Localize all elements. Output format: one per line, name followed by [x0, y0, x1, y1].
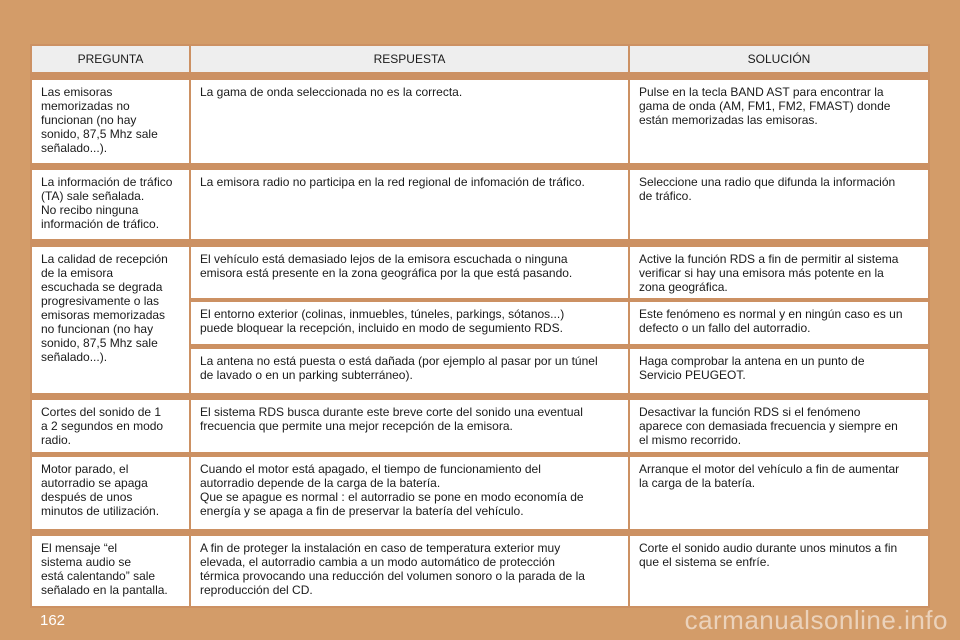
row1-question: Las emisoras memorizadas no funcionan (no hay sonido, 87,5 Mhz sale señalado...).	[32, 80, 189, 163]
watermark: carmanualsonline.info	[684, 605, 948, 635]
row3b-answer: El entorno exterior (colinas, inmuebles, túneles, parkings, sótanos...) puede bloquear la recepción, incluido en modo de segumiento RDS.	[191, 302, 628, 344]
row2-question: La información de tráfico (TA) sale señalada. No recibo ninguna información de tráfico.	[32, 170, 189, 239]
row5-solution: Arranque el motor del vehículo a fin de aumentar la carga de la batería.	[630, 457, 928, 529]
row3a-solution: Active la función RDS a fin de permitir al sistema verificar si hay una emisora más potente en la zona geográfica.	[630, 247, 928, 298]
row4-answer: El sistema RDS busca durante este breve corte del sonido una eventual frecuencia que permite una mejor recepción de la emisora.	[191, 400, 628, 452]
row2-solution: Seleccione una radio que difunda la información de tráfico.	[630, 170, 928, 239]
header-answer: RESPUESTA	[191, 46, 628, 72]
row1-answer: La gama de onda seleccionada no es la correcta.	[191, 80, 628, 163]
row1-solution: Pulse en la tecla BAND AST para encontrar la gama de onda (AM, FM1, FM2, FMAST) donde están memorizadas las emisoras.	[630, 80, 928, 163]
page-number: 162	[40, 612, 66, 629]
row6-question: El mensaje “el sistema audio se está calentando” sale señalado en la pantalla.	[32, 536, 189, 606]
row3a-answer: El vehículo está demasiado lejos de la emisora escuchada o ninguna emisora está presente en la zona geográfica por la que está pasando.	[191, 247, 628, 298]
row6-answer: A fin de proteger la instalación en caso de temperatura exterior muy elevada, el autorradio cambia a un modo automático de protección térmica provocando una reducción del volumen sonoro o la parada de la reproducción del CD.	[191, 536, 628, 606]
row5-answer: Cuando el motor está apagado, el tiempo de funcionamiento del autorradio depende de la carga de la batería. Que se apague es normal : el autorradio se pone en modo economía de energía y se apaga a fin de preservar la batería del vehículo.	[191, 457, 628, 529]
row5-question: Motor parado, el autorradio se apaga después de unos minutos de utilización.	[32, 457, 189, 529]
row6-solution: Corte el sonido audio durante unos minutos a fin que el sistema se enfríe.	[630, 536, 928, 606]
row3b-solution: Este fenómeno es normal y en ningún caso es un defecto o un fallo del autorradio.	[630, 302, 928, 344]
header-question: PREGUNTA	[32, 46, 189, 72]
row4-solution: Desactivar la función RDS si el fenómeno aparece con demasiada frecuencia y siempre en el mismo recorrido.	[630, 400, 928, 452]
row3c-solution: Haga comprobar la antena en un punto de Servicio PEUGEOT.	[630, 349, 928, 393]
row3-question: La calidad de recepción de la emisora escuchada se degrada progresivamente o las emisoras memorizadas no funcionan (no hay sonido, 87,5 Mhz sale señalado...).	[32, 247, 189, 393]
row3c-answer: La antena no está puesta o está dañada (por ejemplo al pasar por un túnel de lavado o en un parking subterráneo).	[191, 349, 628, 393]
header-solution: SOLUCIÓN	[630, 46, 928, 72]
row2-answer: La emisora radio no participa en la red regional de infomación de tráfico.	[191, 170, 628, 239]
row4-question: Cortes del sonido de 1 a 2 segundos en modo radio.	[32, 400, 189, 452]
